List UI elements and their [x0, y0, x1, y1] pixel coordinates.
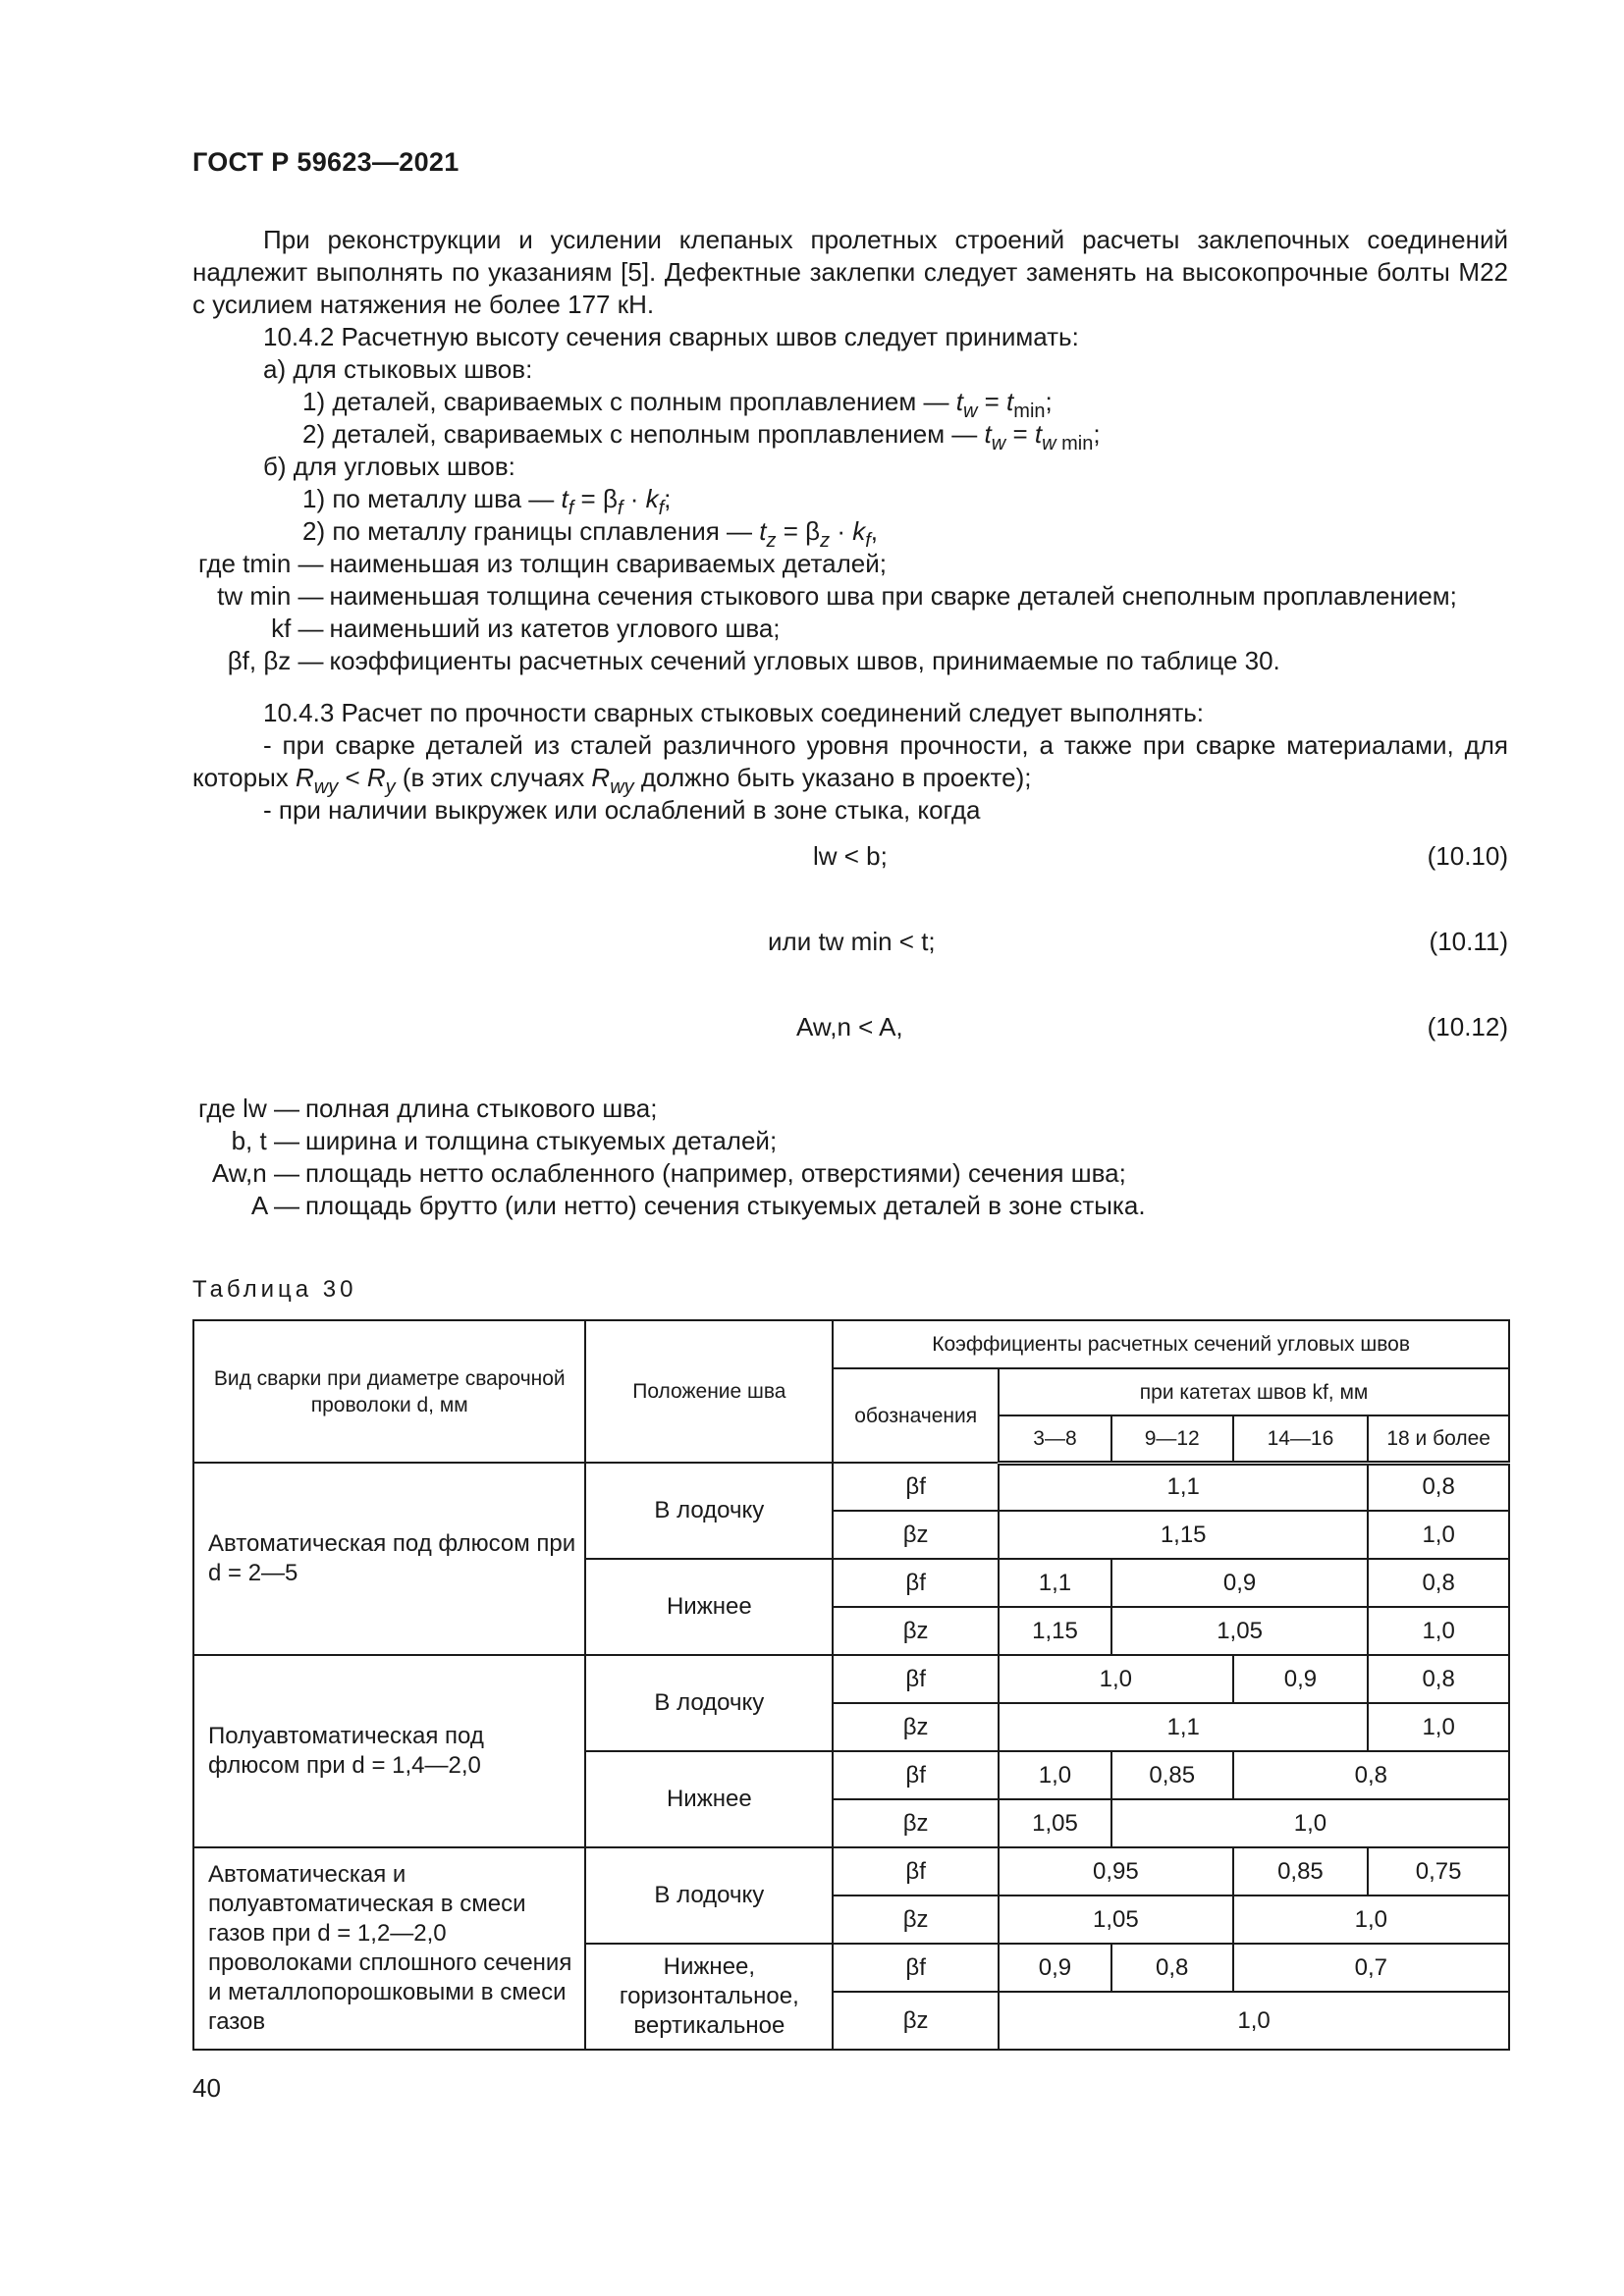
value-cell: 1,1: [999, 1463, 1368, 1511]
formula-expr: или tw min < t;: [768, 927, 936, 956]
value-cell: 0,9: [999, 1944, 1111, 1992]
value-cell: 0,9: [1111, 1559, 1368, 1607]
def-sym: Aw,n —: [211, 1158, 299, 1188]
def-text: площадь нетто ослабленного (например, отверстиями) сечения шва;: [304, 1158, 1126, 1188]
bullet-weakening: - при наличии выкружек или ослаблений в зоне стыка, когда: [263, 795, 981, 825]
position-cell: В лодочку: [585, 1463, 833, 1559]
symbol-cell: βf: [833, 1655, 999, 1703]
value-cell: 1,0: [999, 1751, 1111, 1799]
item-a2: 2) деталей, свариваемых с неполным проплавлением — $t_w = t_w$ $_{min}$;: [302, 419, 1101, 454]
header-col-14-16: 14—16: [1233, 1415, 1369, 1463]
header-col-3-8: 3—8: [999, 1415, 1111, 1463]
def-text: полная длина стыкового шва;: [304, 1094, 658, 1123]
bullet-steels: - при сварке деталей из сталей различного уровня прочности, а также при сварке материалами, для которых $R_{wy} < R_y$ (в этих случаях $R_{wy}$ должно быть указано в проекте);: [192, 730, 1508, 798]
value-cell: 0,9: [1233, 1655, 1369, 1703]
header-weld-type: Вид сварки при диаметре сварочной проволоки d, мм: [193, 1320, 585, 1463]
symbol-cell: βz: [833, 1511, 999, 1559]
value-cell: 0,8: [1111, 1944, 1233, 1992]
formula-number: (10.11): [1429, 927, 1508, 956]
formula-number: (10.10): [1427, 841, 1508, 871]
item-b1: 1) по металлу шва — $t_f = \beta_f \cdot k_f$;: [302, 484, 672, 519]
def-text: наименьший из катетов углового шва;: [329, 614, 781, 643]
value-cell: 0,85: [1233, 1847, 1369, 1896]
value-cell: 1,05: [999, 1896, 1233, 1944]
item-b2: 2) по металлу границы сплавления — $t_z = \beta_z \cdot k_f$,: [302, 516, 879, 552]
value-cell: 1,0: [1111, 1799, 1509, 1847]
def-sym: A —: [250, 1191, 299, 1220]
value-cell: 1,15: [999, 1511, 1368, 1559]
item-a1: 1) деталей, свариваемых с полным проплавлением — $t_w = t_{min}$;: [302, 387, 1053, 422]
symbol-cell: βz: [833, 1703, 999, 1751]
coefficients-table: [192, 1319, 1510, 2051]
paragraph-10-4-3: 10.4.3 Расчет по прочности сварных стыковых соединений следует выполнять:: [263, 698, 1205, 727]
formula-expr: Aw,n < A,: [796, 1012, 903, 1041]
symbol-cell: βz: [833, 1799, 999, 1847]
definitions-2: [198, 1093, 1508, 1222]
def-text: наименьшая толщина сечения стыкового шва при сварке деталей снеполным проплавлением;: [329, 581, 1457, 611]
def-text: наименьшая из толщин свариваемых деталей;: [329, 549, 887, 578]
value-cell: 1,05: [999, 1799, 1111, 1847]
definitions-1: [198, 548, 1508, 677]
value-cell: 0,7: [1233, 1944, 1509, 1992]
value-cell: 1,0: [1368, 1703, 1509, 1751]
table-caption: Таблица 30: [192, 1276, 357, 1303]
def-sym: tw min —: [217, 581, 324, 611]
value-cell: 0,8: [1368, 1463, 1509, 1511]
paragraph-10-4-2: 10.4.2 Расчетную высоту сечения сварных швов следует принимать:: [263, 322, 1079, 351]
formula-10-12: [192, 997, 1508, 1083]
formula-10-11: [192, 912, 1508, 997]
position-cell: В лодочку: [585, 1655, 833, 1751]
formula-number: (10.12): [1427, 1012, 1508, 1041]
symbol-cell: βf: [833, 1751, 999, 1799]
header-col-9-12: 9—12: [1111, 1415, 1233, 1463]
item-b: б) для угловых швов:: [263, 452, 515, 481]
value-cell: 1,0: [1233, 1896, 1509, 1944]
symbol-cell: βf: [833, 1944, 999, 1992]
value-cell: 0,8: [1368, 1559, 1509, 1607]
value-cell: 1,15: [999, 1607, 1111, 1655]
symbol-cell: βf: [833, 1847, 999, 1896]
header-position: Положение шва: [585, 1320, 833, 1463]
value-cell: 1,1: [999, 1703, 1368, 1751]
value-cell: 0,8: [1233, 1751, 1509, 1799]
formula-10-10: [192, 827, 1508, 912]
def-text: ширина и толщина стыкуемых деталей;: [304, 1126, 778, 1155]
header-coefficients: Коэффициенты расчетных сечений угловых швов: [833, 1320, 1509, 1368]
header-designation: обозначения: [833, 1368, 999, 1463]
value-cell: 1,0: [999, 1992, 1509, 2050]
page-number: 40: [192, 2073, 221, 2103]
weld-type-cell: Автоматическая и полуавтоматическая в смеси газов при d = 1,2—2,0 проволоками сплошного сечения и металлопорошковыми в смеси газов: [193, 1847, 585, 2050]
weld-type-cell: Автоматическая под флюсом при d = 2—5: [193, 1463, 585, 1655]
symbol-cell: βz: [833, 1607, 999, 1655]
def-sym: где lw —: [198, 1094, 299, 1123]
position-cell: Нижнее: [585, 1559, 833, 1655]
header-leg-sizes: при катетах швов kf, мм: [999, 1368, 1509, 1415]
def-text: коэффициенты расчетных сечений угловых швов, принимаемые по таблице 30.: [329, 646, 1280, 675]
value-cell: 0,8: [1368, 1655, 1509, 1703]
def-sym: βf, βz —: [227, 646, 324, 675]
value-cell: 1,05: [1111, 1607, 1368, 1655]
header-col-18: 18 и более: [1368, 1415, 1509, 1463]
value-cell: 1,1: [999, 1559, 1111, 1607]
value-cell: 1,0: [999, 1655, 1233, 1703]
value-cell: 0,85: [1111, 1751, 1233, 1799]
document-header: ГОСТ Р 59623—2021: [192, 147, 460, 177]
def-sym: где tmin —: [198, 549, 324, 578]
position-cell: В лодочку: [585, 1847, 833, 1944]
symbol-cell: βz: [833, 1992, 999, 2050]
position-cell: Нижнее, горизонтальное, вертикальное: [585, 1944, 833, 2050]
formula-expr: lw < b;: [813, 841, 888, 871]
def-sym: kf —: [271, 614, 324, 643]
value-cell: 1,0: [1368, 1511, 1509, 1559]
value-cell: 0,95: [999, 1847, 1233, 1896]
def-sym: b, t —: [231, 1126, 299, 1155]
symbol-cell: βf: [833, 1463, 999, 1511]
symbol-cell: βz: [833, 1896, 999, 1944]
symbol-cell: βf: [833, 1559, 999, 1607]
weld-type-cell: Полуавтоматическая под флюсом при d = 1,4—2,0: [193, 1655, 585, 1847]
value-cell: 1,0: [1368, 1607, 1509, 1655]
paragraph-rivets: При реконструкции и усилении клепаных пролетных строений расчеты заклепочных соединений надлежит выполнять по указаниям [5]. Дефектные заклепки следует заменять на высокопрочные болты М22 с усилием натяжения не более 177 кН.: [192, 225, 1508, 319]
value-cell: 0,75: [1368, 1847, 1509, 1896]
position-cell: Нижнее: [585, 1751, 833, 1847]
main-text: [192, 224, 1508, 1222]
item-a: а) для стыковых швов:: [263, 354, 533, 384]
def-text: площадь брутто (или нетто) сечения стыкуемых деталей в зоне стыка.: [304, 1191, 1146, 1220]
